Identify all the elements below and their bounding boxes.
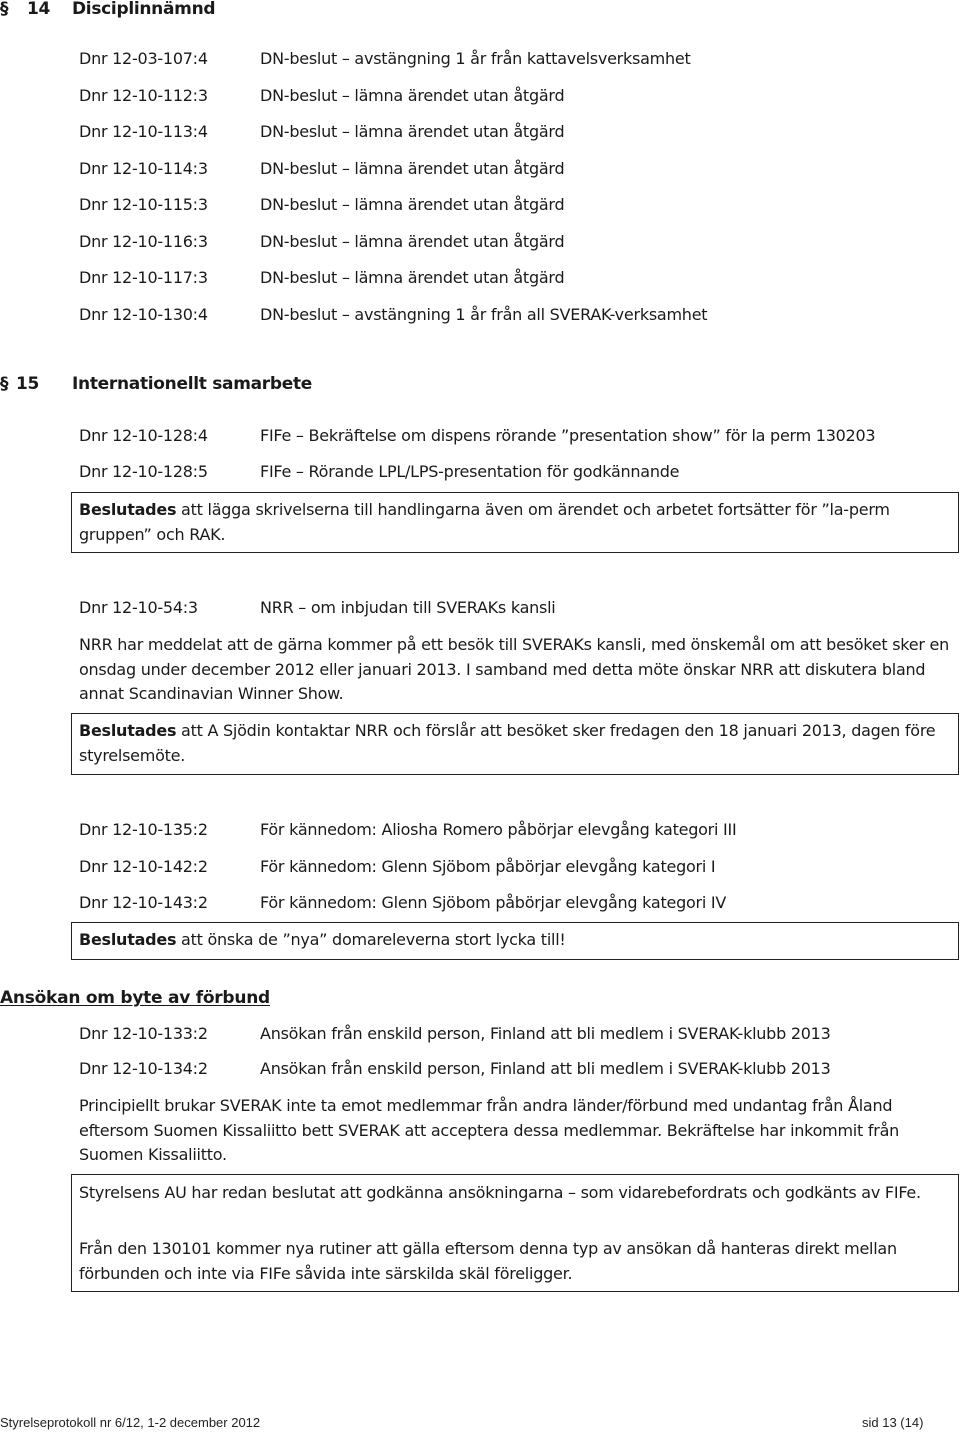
byte-paragraph: Principiellt brukar SVERAK inte ta emot medlemmar från andra länder/förbund med undantag från Åland eftersom Suomen Kissaliitto bett SVERAK att acceptera dessa medlemmar. Bekräftelse har inkommit från Suomen Kissaliitto.	[79, 1096, 900, 1164]
decision-rest: att A Sjödin kontaktar NRR och förslår att besöket sker fredagen den 18 januari 2013, dagen före styrelsemöte.	[79, 721, 936, 765]
dnr-label: Dnr 12-03-107:4	[79, 49, 208, 68]
dnr-text: DN-beslut – lämna ärendet utan åtgärd	[260, 195, 565, 214]
dnr-text: DN-beslut – lämna ärendet utan åtgärd	[260, 232, 565, 251]
dnr-text: För kännedom: Glenn Sjöbom påbörjar elevgång kategori IV	[260, 893, 727, 912]
dnr-label: Dnr 12-10-115:3	[79, 195, 208, 214]
dnr-text: DN-beslut – lämna ärendet utan åtgärd	[260, 268, 565, 287]
section-title-15: Internationellt samarbete	[72, 374, 313, 394]
dnr-text: DN-beslut – avstängning 1 år från kattavelsverksamhet	[260, 49, 691, 68]
dnr-label: Dnr 12-10-133:2	[79, 1024, 208, 1043]
dnr-text: För kännedom: Glenn Sjöbom påbörjar elevgång kategori I	[260, 857, 716, 876]
dnr-text: FIFe – Bekräftelse om dispens rörande ”presentation show” för la perm 130203	[260, 426, 876, 445]
subheading-byte: Ansökan om byte av förbund	[0, 988, 270, 1008]
decision-bold: Beslutades	[79, 930, 177, 949]
dnr-label: Dnr 12-10-142:2	[79, 857, 208, 876]
dnr-text: Ansökan från enskild person, Finland att bli medlem i SVERAK-klubb 2013	[260, 1024, 831, 1043]
decision-rest: att lägga skrivelserna till handlingarna även om ärendet och arbetet fortsätter för ”la-perm gruppen” och RAK.	[79, 500, 890, 544]
dnr-text: DN-beslut – avstängning 1 år från all SVERAK-verksamhet	[260, 305, 708, 324]
section-number-14: 14	[27, 0, 51, 19]
decision-bold: Beslutades	[79, 500, 177, 519]
dnr-text: Ansökan från enskild person, Finland att bli medlem i SVERAK-klubb 2013	[260, 1059, 831, 1078]
decision-box	[71, 922, 959, 960]
decision-box	[71, 492, 959, 553]
dnr-label: Dnr 12-10-128:5	[79, 462, 208, 481]
decision-text	[79, 498, 939, 547]
decision-text	[79, 928, 949, 953]
box-paragraph-1: Styrelsens AU har redan beslutat att godkänna ansökningarna – som vidarebefordrats och godkänts av FIFe.	[79, 1183, 921, 1202]
dnr-text: För kännedom: Aliosha Romero påbörjar elevgång kategori III	[260, 820, 737, 839]
section-sign-15: §	[0, 374, 9, 394]
dnr-label: Dnr 12-10-135:2	[79, 820, 208, 839]
dnr-text: DN-beslut – lämna ärendet utan åtgärd	[260, 159, 565, 178]
dnr-label: Dnr 12-10-130:4	[79, 305, 208, 324]
dnr-text: DN-beslut – lämna ärendet utan åtgärd	[260, 122, 565, 141]
dnr-text: FIFe – Rörande LPL/LPS-presentation för godkännande	[260, 462, 680, 481]
dnr-label: Dnr 12-10-143:2	[79, 893, 208, 912]
decision-rest: att önska de ”nya” domareleverna stort lycka till!	[176, 930, 566, 949]
dnr-label: Dnr 12-10-113:4	[79, 122, 208, 141]
box-paragraph-2: Från den 130101 kommer nya rutiner att gälla eftersom denna typ av ansökan då hanteras direkt mellan förbunden och inte via FIFe såvida inte särskilda skäl föreligger.	[79, 1239, 897, 1283]
dnr-text: DN-beslut – lämna ärendet utan åtgärd	[260, 86, 565, 105]
section-number-15: 15	[16, 374, 40, 394]
dnr-label: Dnr 12-10-54:3	[79, 598, 198, 617]
nrr-paragraph: NRR har meddelat att de gärna kommer på ett besök till SVERAKs kansli, med önskemål om att besöket sker en onsdag under december 2012 eller januari 2013. I samband med detta möte önskar NRR att diskutera bland annat Scandinavian Winner Show.	[79, 635, 949, 703]
decision-bold: Beslutades	[79, 721, 177, 740]
decision-text	[79, 719, 949, 768]
dnr-label: Dnr 12-10-134:2	[79, 1059, 208, 1078]
dnr-label: Dnr 12-10-112:3	[79, 86, 208, 105]
dnr-text: NRR – om inbjudan till SVERAKs kansli	[260, 598, 556, 617]
dnr-label: Dnr 12-10-114:3	[79, 159, 208, 178]
section-sign-14: §	[0, 0, 9, 19]
section-title-14: Disciplinnämnd	[72, 0, 216, 19]
decision-box	[71, 1174, 959, 1292]
dnr-label: Dnr 12-10-117:3	[79, 268, 208, 287]
dnr-label: Dnr 12-10-128:4	[79, 426, 208, 445]
dnr-label: Dnr 12-10-116:3	[79, 232, 208, 251]
footer-page: sid 13 (14)	[862, 1415, 924, 1430]
footer-left: Styrelseprotokoll nr 6/12, 1-2 december 2012	[0, 1415, 261, 1430]
decision-box	[71, 713, 959, 775]
